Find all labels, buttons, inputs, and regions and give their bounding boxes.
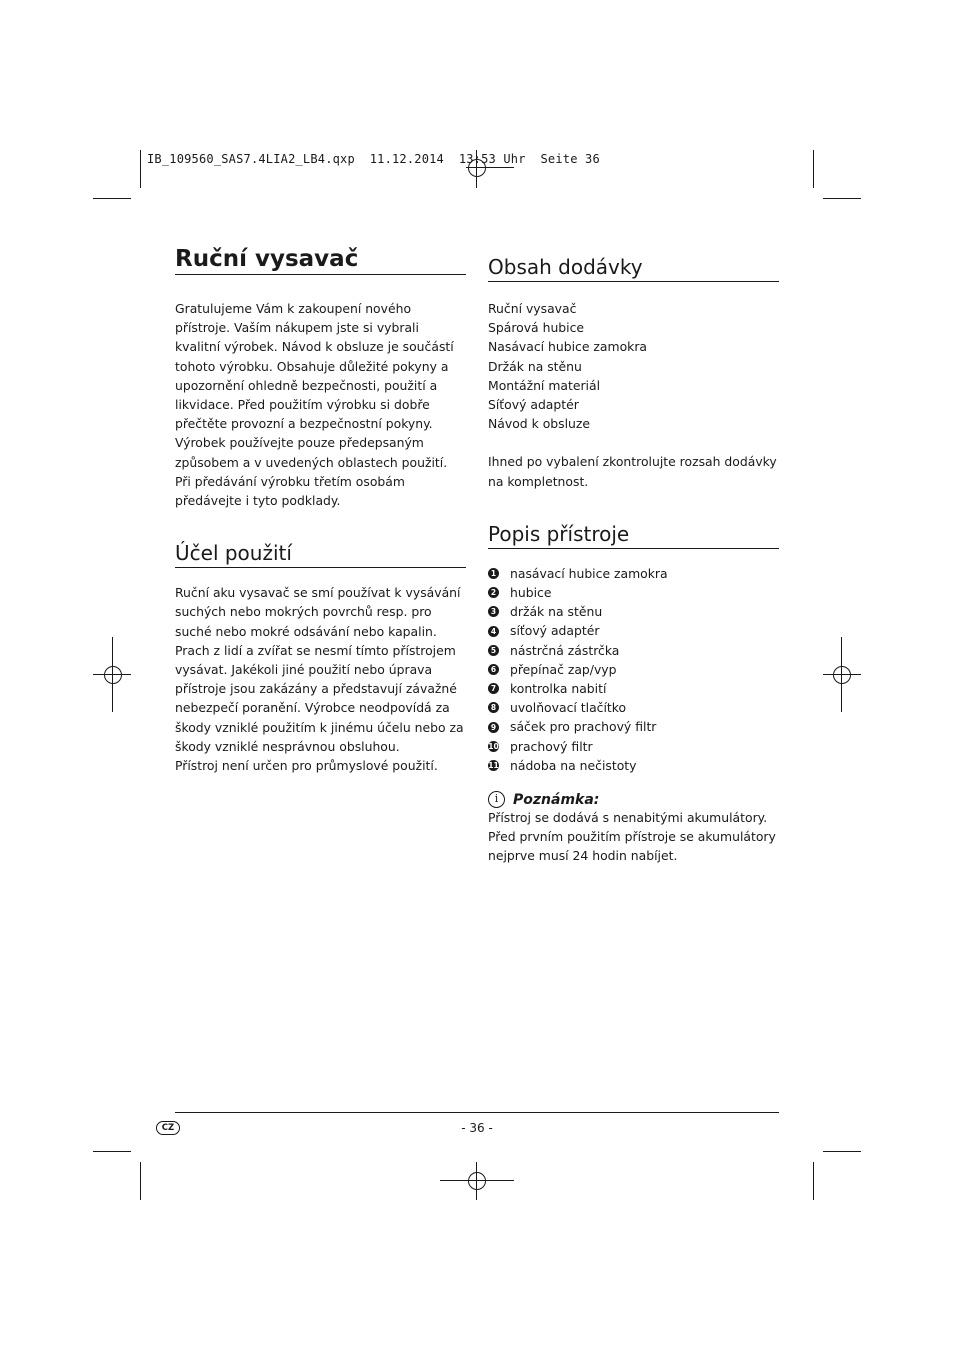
list-item: Návod k obsluze [488, 416, 591, 432]
number-badge: 11 [488, 760, 499, 770]
list-item: Držák na stěnu [488, 358, 582, 374]
list-item: 2 hubice [488, 583, 779, 602]
list-item: 5 nástrčná zástrčka [488, 641, 779, 660]
description-heading: Popis přístroje [488, 521, 779, 549]
list-item: Montážní materiál [488, 377, 601, 393]
list-item: 11 nádoba na nečistoty [488, 757, 637, 773]
number-badge: 4 [488, 626, 499, 637]
description-list [488, 564, 779, 775]
list-item: 3 držák na stěnu [488, 602, 779, 621]
list-item: 6 přepínač zap/vyp [488, 660, 779, 679]
list-item: 7 kontrolka nabití [488, 679, 779, 698]
page-number: - 36 - [461, 1121, 493, 1135]
number-badge: 8 [488, 702, 499, 713]
number-badge: 1 [488, 568, 499, 579]
right-column [488, 254, 779, 866]
left-column [175, 244, 466, 775]
number-badge: 6 [488, 664, 499, 675]
footer-divider [175, 1112, 779, 1113]
note-title: Poznámka: [513, 791, 600, 808]
list-item: Spárová hubice [488, 320, 585, 336]
note-paragraph: Přístroj se dodává s nenabitými akumulátory. Před prvním použitím přístroje se akumulátory nejprve musí 24 hodin nabíjet. [488, 810, 776, 864]
list-item: Síťový adaptér [488, 397, 579, 413]
number-badge: 10 [488, 741, 499, 751]
purpose-paragraph: Ruční aku vysavač se smí používat k vysávání suchých nebo mokrých povrchů resp. pro suché nebo mokré odsávání nebo kapalin. Prach z lidí a zvířat se nesmí tímto přístrojem vysávat. Jakékoli jiné použití nebo úprava přístroje jsou zakázány a představují závažné nebezpečí poranění. Výrobce neodpovídá za škody vzniklé použitím k jinému účelu nebo za škody vzniklé nesprávnou obsluhou. [175, 585, 464, 754]
list-item: Nasávací hubice zamokra [488, 339, 648, 355]
contents-check-paragraph: Ihned po vybalení zkontrolujte rozsah dodávky na kompletnost. [488, 454, 777, 489]
info-icon: i [488, 791, 505, 808]
list-item: 8 uvolňovací tlačítko [488, 698, 779, 717]
number-badge: 9 [488, 722, 499, 733]
intro-paragraph: Gratulujeme Vám k zakoupení nového přístroje. Vaším nákupem jste si vybrali kvalitní výrobek. Návod k obsluze je součástí tohoto výrobku. Obsahuje důležité pokyny a upozornění ohledně bezpečnosti, použití a likvidace. Před použitím výrobku si dobře přečtěte provozní a bezpečnostní pokyny. Výrobek používejte pouze předepsaným způsobem a v uvedených oblastech použití. Při předávání výrobku třetím osobám předávejte i tyto podklady. [175, 301, 454, 509]
number-badge: 7 [488, 683, 499, 694]
list-item: 9 sáček pro prachový filtr [488, 717, 779, 736]
list-item: 1 nasávací hubice zamokra [488, 564, 779, 583]
purpose-heading: Účel použití [175, 540, 466, 568]
purpose-paragraph-industrial: Přístroj není určen pro průmyslové použití. [175, 758, 438, 774]
print-slug: IB_109560_SAS7.4LIA2_LB4.qxp 11.12.2014 13:53 Uhr Seite 36 [147, 152, 600, 166]
country-badge: CZ [156, 1121, 180, 1135]
contents-list [488, 299, 779, 433]
number-badge: 2 [488, 587, 499, 598]
page-title: Ruční vysavač [175, 244, 466, 275]
list-item: 10 prachový filtr [488, 738, 593, 754]
number-badge: 3 [488, 606, 499, 617]
list-item: 4 síťový adaptér [488, 621, 779, 640]
number-badge: 5 [488, 645, 499, 656]
note-header [488, 791, 779, 808]
contents-heading: Obsah dodávky [488, 254, 779, 282]
list-item: Ruční vysavač [488, 301, 577, 316]
